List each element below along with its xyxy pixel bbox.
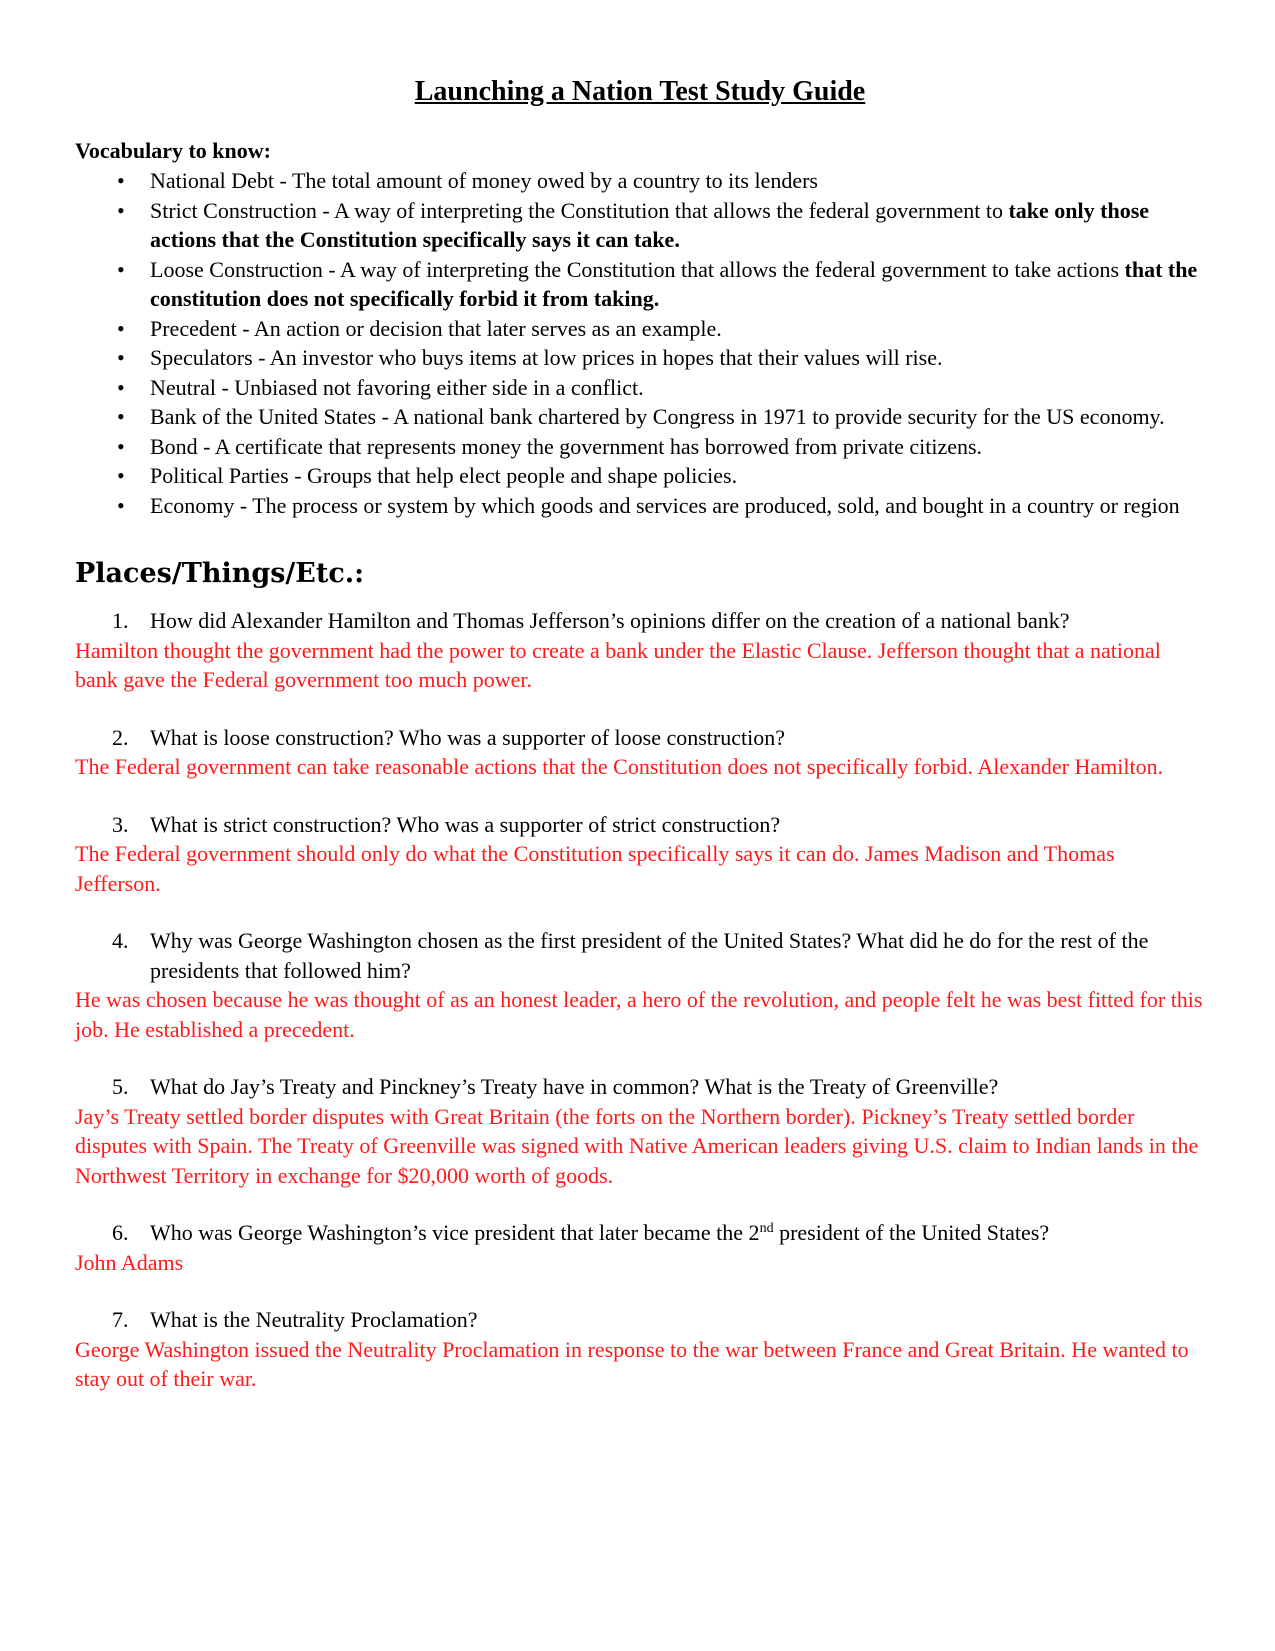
vocab-item (75, 491, 1205, 521)
question-text: What is strict construction? Who was a supporter of strict construction? (150, 811, 781, 837)
question-text: What is the Neutrality Proclamation? (150, 1307, 478, 1332)
vocab-heading: Vocabulary to know: (75, 138, 271, 163)
question (75, 810, 1205, 840)
vocab-item (75, 196, 1205, 255)
vocab-text: Political Parties - Groups that help elect people and shape policies. (150, 463, 738, 488)
vocab-item (75, 255, 1205, 314)
answer: The Federal government can take reasonable actions that the Constitution does not specifically forbid. Alexander Hamilton. (75, 754, 1164, 779)
vocab-text: Bank of the United States - A national bank chartered by Congress in 1971 to provide security for the US economy. (150, 404, 1165, 429)
question (75, 1072, 1205, 1102)
vocab-bold-text: take only those actions that the Constitution specifically says it can take. (150, 197, 1150, 252)
question (75, 606, 1205, 636)
answer: The Federal government should only do what the Constitution specifically says it can do. James Madison and Thomas Jefferson. (75, 841, 1115, 896)
vocab-text: Strict Construction - A way of interpreting the Constitution that allows the federal government to (150, 197, 1009, 223)
vocab-item (75, 432, 1205, 462)
bullet-icon: • (117, 433, 125, 459)
answer: John Adams (75, 1249, 184, 1275)
vocab-item (75, 314, 1205, 344)
qa-item (75, 810, 1205, 899)
vocab-item (75, 343, 1205, 373)
qa-item (75, 926, 1205, 1044)
question-text: What is loose construction? Who was a supporter of loose construction? (150, 724, 785, 750)
ordinal-suffix: nd (759, 1221, 774, 1236)
question-text: What do Jay’s Treaty and Pinckney’s Treaty have in common? What is the Treaty of Greenville? (150, 1074, 999, 1099)
question (75, 926, 1205, 985)
page-title: Launching a Nation Test Study Guide (414, 76, 866, 107)
question-text: Why was George Washington chosen as the first president of the United States? What did he do for the rest of the presidents that followed him? (150, 928, 1149, 983)
vocab-text: Speculators - An investor who buys items at low prices in hopes that their values will rise. (150, 345, 943, 370)
vocab-item (75, 373, 1205, 403)
vocab-text: Loose Construction - A way of interpreting the Constitution that allows the federal government to take actions (150, 256, 1125, 282)
bullet-icon: • (117, 463, 125, 488)
vocab-text: Economy - The process or system by which goods and services are produced, sold, and bought in a country or region (150, 492, 1180, 518)
question (75, 723, 1205, 753)
vocab-item (75, 461, 1205, 491)
answer: Hamilton thought the government had the power to create a bank under the Elastic Clause. Jefferson thought that a national bank gave the Federal government too much power. (75, 637, 1161, 692)
qa-item (75, 723, 1205, 782)
question-text-cont: president of the United States? (773, 1220, 1050, 1245)
answer: Jay’s Treaty settled border disputes with Great Britain (the forts on the Northern border). Pickney’s Treaty settled border disputes with Spain. The Treaty of Greenville was signed with Native American leaders giving U.S. claim to Indian lands in the Northwest Territory in exchange for $20,000 worth of goods. (75, 1103, 1199, 1188)
qa-item (75, 1305, 1205, 1394)
vocab-bold-text: that the constitution does not specifically forbid it from taking. (150, 256, 1198, 311)
qa-item (75, 1072, 1205, 1190)
question (75, 1218, 1205, 1248)
question-number: 3. (112, 811, 129, 837)
vocab-text: Neutral - Unbiased not favoring either side in a conflict. (150, 374, 644, 400)
question-number: 1. (112, 608, 129, 633)
bullet-icon: • (117, 168, 125, 193)
question-number: 7. (112, 1307, 129, 1332)
bullet-icon: • (117, 256, 125, 282)
bullet-icon: • (117, 374, 125, 400)
bullet-icon: • (117, 345, 125, 370)
qa-item (75, 606, 1205, 695)
bullet-icon: • (117, 315, 125, 341)
vocab-item (75, 166, 1205, 196)
question-number: 6. (112, 1220, 129, 1245)
question-number: 4. (112, 928, 129, 953)
places-heading: Places/Things/Etc.: (75, 558, 365, 589)
vocab-text: National Debt - The total amount of money owed by a country to its lenders (150, 168, 818, 193)
question-text: Who was George Washington’s vice president that later became the 2 (150, 1220, 760, 1245)
vocab-item (75, 402, 1205, 432)
question (75, 1305, 1205, 1335)
document-page (75, 70, 1205, 1422)
vocab-text: Bond - A certificate that represents money the government has borrowed from private citizens. (150, 433, 983, 459)
vocab-list (75, 166, 1205, 520)
answer: He was chosen because he was thought of as an honest leader, a hero of the revolution, and people felt he was best fitted for this job. He established a precedent. (75, 987, 1203, 1042)
bullet-icon: • (117, 492, 125, 518)
question-text: How did Alexander Hamilton and Thomas Jefferson’s opinions differ on the creation of a national bank? (150, 608, 1070, 633)
bullet-icon: • (117, 404, 125, 429)
answer: George Washington issued the Neutrality Proclamation in response to the war between France and Great Britain. He wanted to stay out of their war. (75, 1336, 1189, 1391)
bullet-icon: • (117, 197, 125, 223)
vocab-text: Precedent - An action or decision that later serves as an example. (150, 315, 722, 341)
question-number: 2. (112, 724, 129, 750)
qa-item (75, 1218, 1205, 1277)
question-number: 5. (112, 1074, 129, 1099)
